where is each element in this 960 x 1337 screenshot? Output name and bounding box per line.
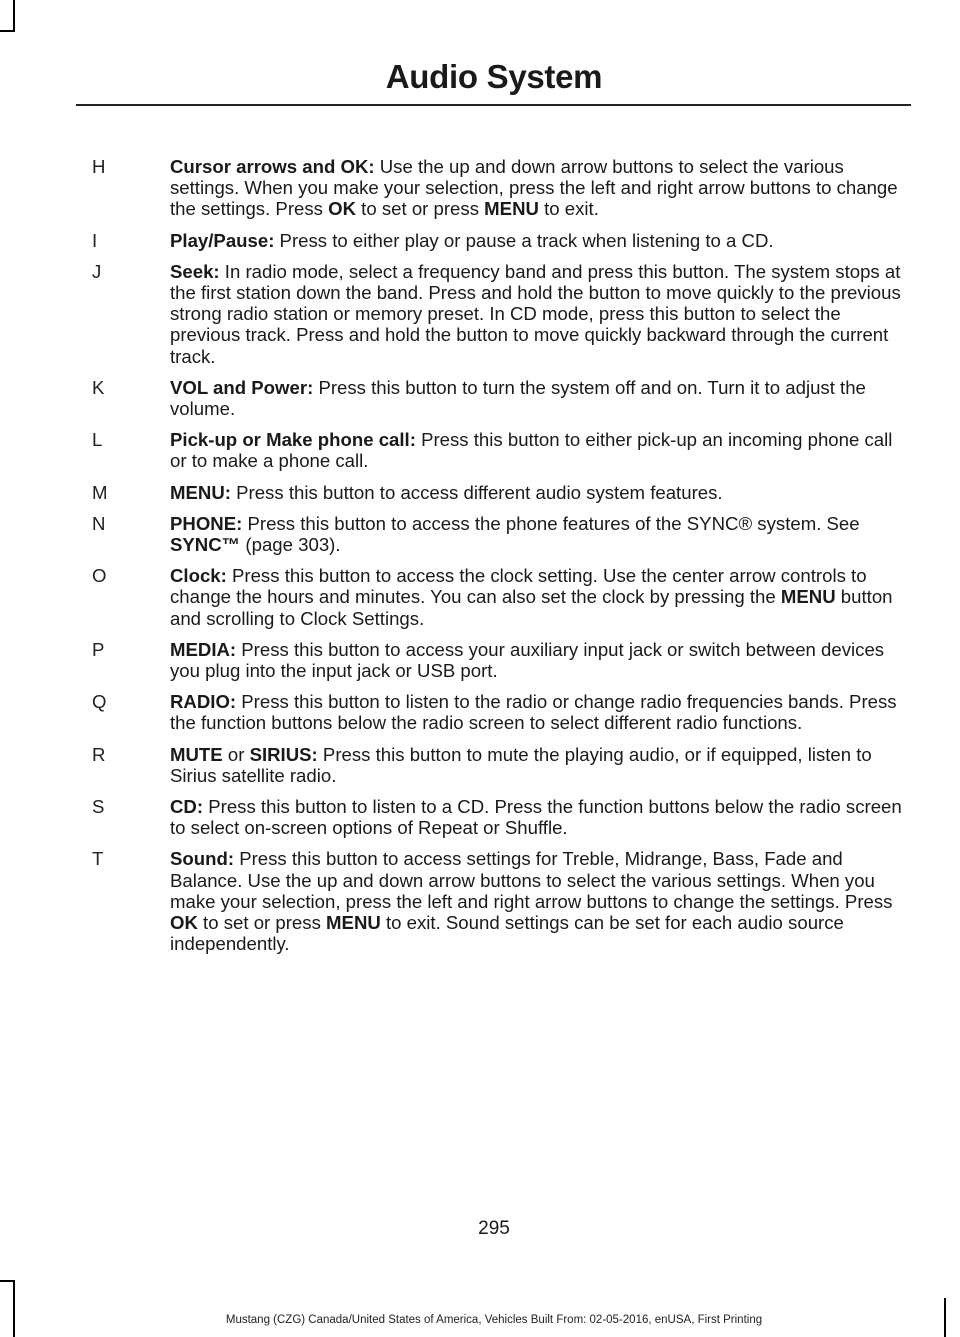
item-description [170,796,904,838]
list-item [92,377,904,419]
item-label: RADIO: [170,691,237,713]
footer-text: Mustang (CZG) Canada/United States of America, Vehicles Built From: 02-05-2016, enUSA, First Printing [225,1314,763,1326]
item-text: Press this button to turn the system off and on. Turn it to adjust the volume. [170,376,866,420]
list-item [92,261,904,367]
item-text: to exit. Sound settings can be set for each audio source independently. [170,912,844,955]
item-label: MEDIA: [170,638,237,660]
item-label: OK [328,198,357,220]
crop-mark [13,0,15,30]
item-letter: P [92,638,105,660]
item-letter: N [92,512,106,534]
header-rule [76,104,911,106]
list-item [92,848,904,954]
item-letter: R [92,743,106,765]
item-label: Play/Pause: [170,229,275,251]
item-label: Cursor arrows and OK: [170,156,375,177]
list-item [92,429,904,471]
item-text: to set or press [356,198,485,220]
item-letter: H [92,156,106,177]
item-text: In radio mode, select a frequency band and press this button. The system stops at the first station down the band. Press and hold the button to move quickly to the previous strong radio station or memory preset. In CD mode, press this button to select the previous track. Press and hold the button to move quickly backward through the current track. [170,260,901,367]
item-label: SYNC™ [170,534,241,556]
item-label: MENU [484,198,539,220]
item-description [170,744,904,786]
crop-mark [0,1280,15,1282]
item-label: MENU [780,586,836,608]
item-text: (page 303). [240,534,341,556]
item-description [170,691,904,733]
item-letter: Q [92,691,107,713]
item-letter: I [92,229,98,251]
item-label: MENU: [170,481,231,503]
item-description [170,565,904,629]
item-text: Press this button to mute the playing audio, or if equipped, listen to Sirius satellite radio. [170,743,872,786]
item-text: Press this button to listen to the radio or change radio frequencies bands. Press the function buttons below the radio screen to select different radio functions. [170,691,897,734]
item-text: Use the up and down arrow buttons to select the various settings. When you make your selection, press the left and right arrow buttons to change the settings. Press [170,156,898,220]
item-label: CD: [170,796,204,818]
item-text: or [222,743,250,765]
item-text: Press this button to either pick-up an incoming phone call or to make a phone call. [170,429,893,472]
item-description [170,848,904,954]
item-text: Press this button to access different audio system features. [230,481,723,503]
item-letter: S [92,796,105,818]
item-description [170,156,904,220]
item-label: Seek: [170,260,220,282]
item-label: MENU [326,912,381,934]
crop-mark [13,1280,15,1337]
item-label: MUTE [170,743,223,765]
item-description [170,482,904,503]
list-item [92,639,904,681]
list-item [92,691,904,733]
list-item [92,482,904,503]
list-item [92,744,904,786]
item-text: button and scrolling to Clock Settings. [170,586,893,629]
list-item [92,156,904,220]
item-label: Clock: [170,565,227,587]
item-letter: O [92,565,107,587]
item-description [170,230,904,251]
item-text: Press this button to access settings for Treble, Midrange, Bass, Fade and Balance. Use the up and down arrow buttons to select the various settings. When you make your selection, press the left and right arrow buttons to change the settings. Press [170,848,893,912]
item-text: Press this button to access the clock setting. Use the center arrow controls to change the hours and minutes. You can also set the clock by pressing the [170,565,867,608]
item-label: VOL and Power: [170,376,314,398]
item-label: PHONE: [170,512,243,534]
item-description [170,429,904,471]
item-description [170,261,904,367]
item-description [170,639,904,681]
item-letter: M [92,481,108,503]
item-letter: T [92,848,104,870]
item-text: Press this button to access your auxiliary input jack or switch between devices you plug into the input jack or USB port. [170,638,885,682]
item-label: Pick-up or Make phone call: [170,429,416,451]
crop-mark [0,30,15,32]
item-text: Press to either play or pause a track when listening to a CD. [274,229,774,251]
list-item [92,230,904,251]
item-list [92,156,904,965]
item-letter: K [92,376,105,398]
item-letter: L [92,429,103,451]
item-text: Press this button to listen to a CD. Press the function buttons below the radio screen to select on-screen options of Repeat or Shuffle. [170,796,902,839]
list-item [92,513,904,555]
page-title: Audio System [385,58,603,95]
item-description [170,513,904,555]
item-label: SIRIUS: [249,743,318,765]
list-item [92,796,904,838]
item-text: to set or press [197,912,327,934]
item-label: OK [170,912,198,934]
item-description [170,377,904,419]
page-number: 295 [478,1218,510,1239]
item-text: Press this button to access the phone features of the SYNC® system. See [242,512,860,534]
list-item [92,565,904,629]
item-label: Sound: [170,848,235,870]
item-letter: J [92,260,102,282]
item-text: to exit. [538,198,599,220]
